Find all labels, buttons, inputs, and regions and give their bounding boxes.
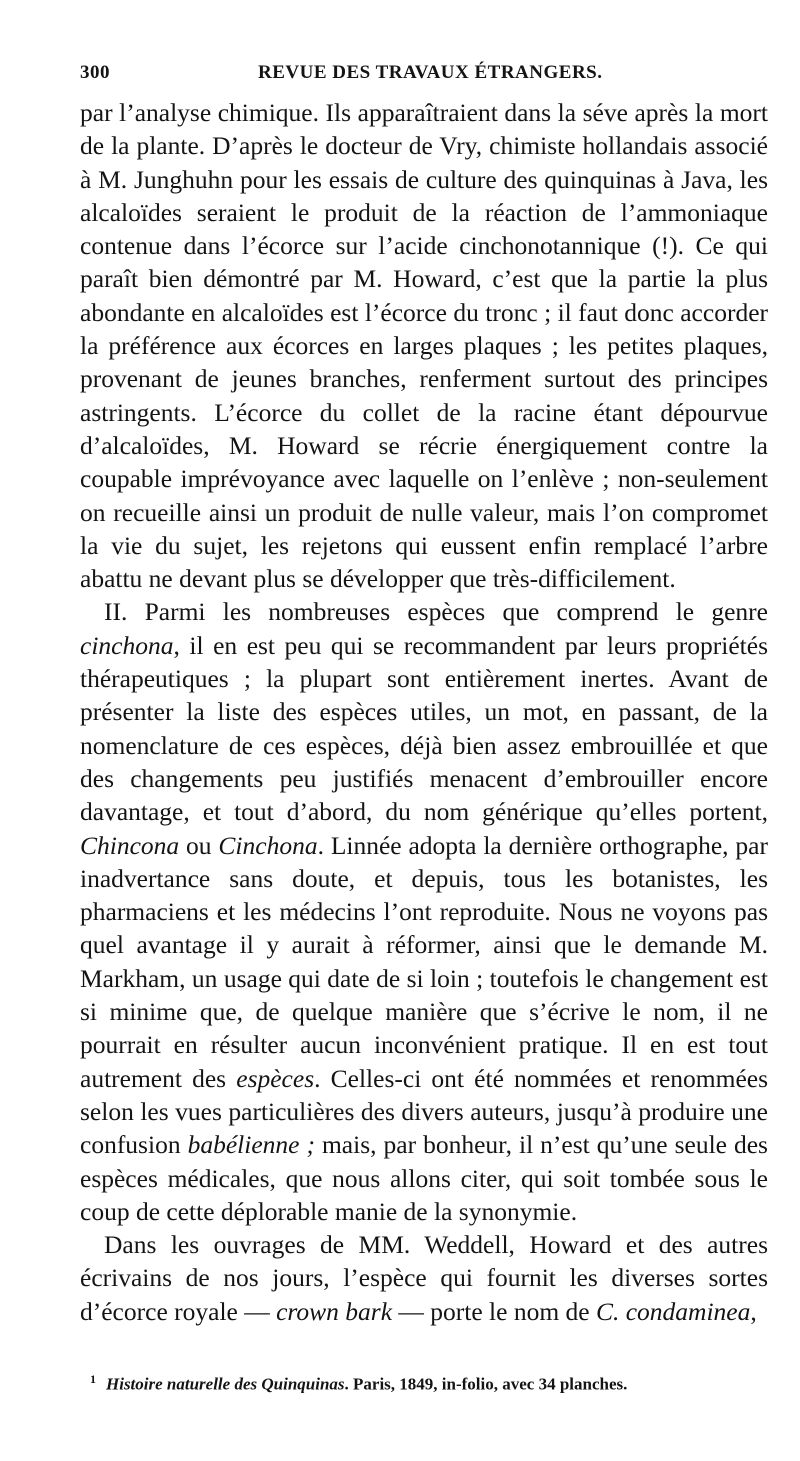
paragraph-2-part-3: ou [179,830,219,860]
footnote-details: . Paris, 1849, in-folio, avec 34 planches. [344,1374,628,1394]
paragraph-2-part-4: . Linnée adopta la dernière orthographe, par inadvertance sans doute, et depuis, tous les botanistes, les pharmaciens et les médecins l’ont reproduite. Nous ne voyons pas quel avantage il y aurait à réformer, ainsi que le demande M. Markham, un usage qui date de si loin ; toutefois le changement est si minime que, de quelque manière que s’écrive le nom, il ne pourrait en résulter aucun inconvénient pratique. Il en est tout autrement des [80,830,768,1093]
footnote-marker: 1 [90,1372,96,1386]
word-babelienne: babélienne ; [187,1130,315,1160]
running-title: REVUE DES TRAVAUX ÉTRANGERS. [258,62,603,83]
paragraph-2 [80,595,768,1228]
paragraph-2-part-1: II. Parmi les nombreuses espèces que comprend le genre [104,597,768,627]
name-chincona: Chincona [80,830,180,860]
term-crown-bark: crown bark [276,1296,393,1326]
paragraph-1: par l’analyse chimique. Ils apparaîtraient dans la séve après la mort de la plante. D’après le docteur de Vry, chimiste hollandais associé à M. Junghuhn pour les essais de culture des quinquinas à Java, les alcaloïdes seraient le produit de la réaction de l’ammoniaque contenue dans l’écorce sur l’acide cinchonotannique (!). Ce qui paraît bien démontré par M. Howard, c’est que la partie la plus abondante en alcaloïdes est l’écorce du tronc ; il faut donc accorder la préférence aux écorces en larges plaques ; les petites plaques, provenant de jeunes branches, renferment surtout des principes astringents. L’écorce du collet de la racine étant dépourvue d’alcaloïdes, M. Howard se récrie énergiquement contre la coupable imprévoyance avec laquelle on l’enlève ; non-seulement on recueille ainsi un produit de nulle valeur, mais l’on compromet la vie du sujet, les rejetons qui eussent enfin remplacé l’arbre abattu ne devant plus se développer que très-difficilement. [80,98,768,594]
paragraph-2-part-5: . Celles-ci ont été nommées et renommées selon les vues particulières des divers auteurs, jusqu’à produire une confusion [80,1063,768,1160]
species-condaminea: C. condaminea [595,1296,751,1326]
paragraph-3-part-2: — porte le nom de [392,1296,596,1326]
paragraph-2-part-6: mais, par bonheur, il n’est qu’une seule des espèces médicales, que nous allons citer, qui soit tombée sous le coup de cette déplorable manie de la synonymie. [80,1130,768,1226]
page-header [80,62,768,90]
paragraph-3-part-1: Dans les ouvrages de MM. Weddell, Howard et des autres écrivains de nos jours, l’espèce qui fournit les diverses sortes d’écorce royale — [80,1230,768,1326]
genus-name-cinchona: cinchona [80,630,174,660]
name-cinchona: Cinchona [218,830,318,860]
footnote [90,1368,768,1396]
word-especes: espèces [236,1063,315,1093]
paragraph-3-part-3: , [750,1296,757,1326]
footnote-book-title: Histoire naturelle des Quinquinas [106,1374,345,1394]
body-text [80,96,768,1328]
paragraph-2-part-2: , il en est peu qui se recommandent par leurs propriétés thérapeutiques ; la plupart sont entièrement inertes. Avant de présenter la liste des espèces utiles, un mot, en passant, de la nomenclature de ces espèces, déjà bien assez embrouillée et que des changements peu justifiés menacent d’embrouiller encore davantage, et tout d’abord, du nom générique qu’elles portent, [80,630,768,827]
page-number: 300 [80,62,110,83]
paragraph-3 [80,1228,768,1328]
